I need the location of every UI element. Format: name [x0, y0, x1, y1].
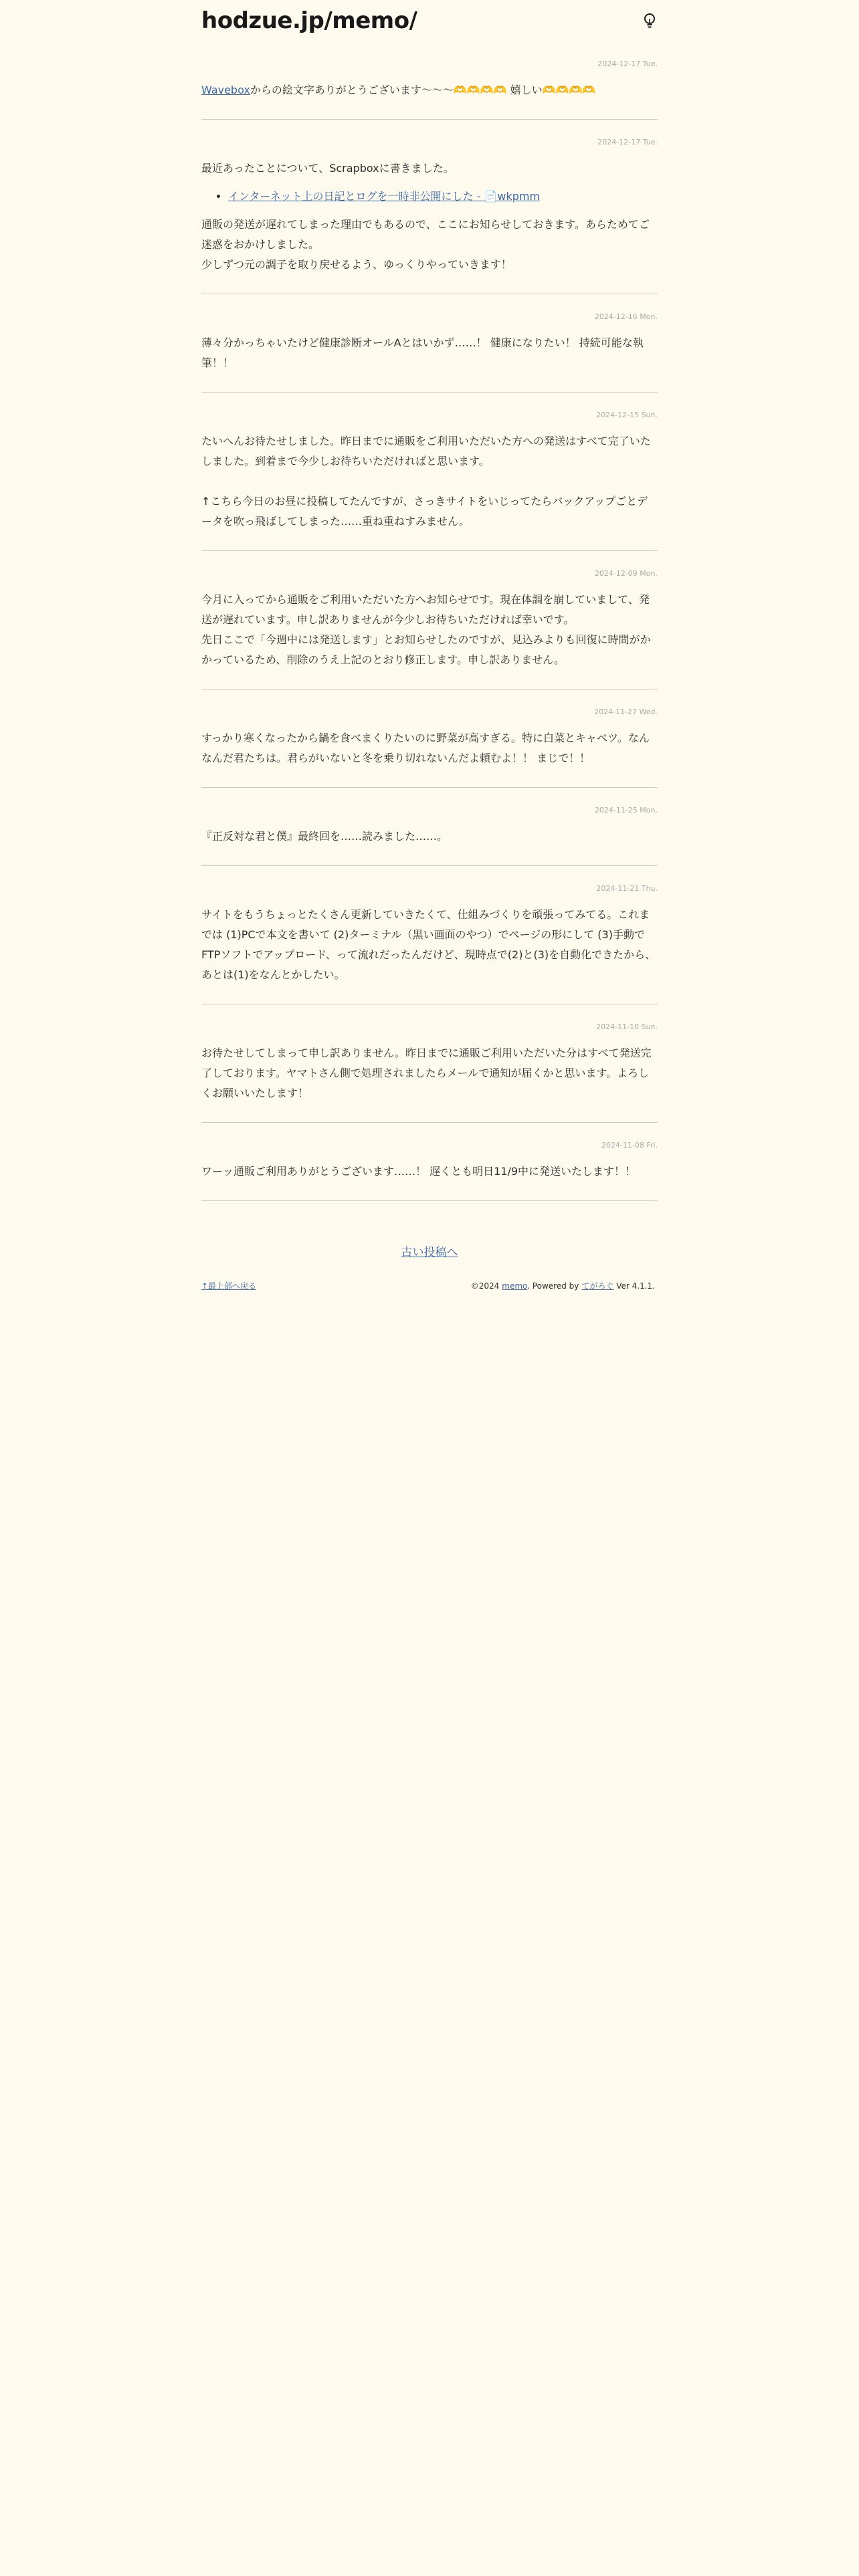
- post-item: [201, 689, 658, 788]
- post-date: 2024-12-17 Tue.: [597, 138, 658, 146]
- lightbulb-icon: [643, 13, 656, 29]
- post-date: 2024-11-08 Fri.: [601, 1141, 658, 1150]
- tegalog-link[interactable]: てがろぐ: [581, 1281, 614, 1291]
- post-text: すっかり寒くなったから鍋を食べまくりたいのに野菜が高すぎる。特に白菜とキャベツ。なんなんだ君たちは。君らがいないと冬を乗り切れないんだよ頼むよ！！ まじで！！: [201, 732, 650, 764]
- post-line: 先日ここで「今週中には発送します」とお知らせしたのですが、見込みよりも回復に時間がかかっているため、削除のうえ上記のとおり修正します。申し訳ありません。: [201, 633, 651, 666]
- footer-credits: [471, 1279, 658, 1293]
- post-text: [201, 590, 658, 670]
- post-line: 今月に入ってから通販をご利用いただいた方へお知らせです。現在体調を崩していまして、発送が遅れています。申し訳ありませんが今少しお待ちいただければ幸いです。: [201, 593, 650, 626]
- post-body: [201, 1162, 658, 1182]
- post-text-span: からの絵文字ありがとうございます〜〜〜🫶🫶🫶🫶 嬉しい🫶🫶🫶🫶: [250, 84, 596, 96]
- post-body: [201, 905, 658, 985]
- site-footer: [201, 1279, 658, 1293]
- post-date: 2024-12-17 Tue.: [597, 60, 658, 68]
- post-body: [201, 1043, 658, 1103]
- post-item: [201, 788, 658, 866]
- version-text: Ver 4.1.1.: [616, 1281, 655, 1291]
- post-text: 『正反対な君と僕』最終回を……読みました……。: [201, 830, 448, 843]
- post-item: [201, 294, 658, 393]
- copyright-text: ©2024: [470, 1281, 500, 1291]
- post-text: サイトをもうちょっとたくさん更新していきたくて、仕組みづくりを頑張ってみてる。これまでは (1)PCで本文を書いて (2)ターミナル（黒い画面のやつ）でページの形にして (3)手動でFTPソフトでアップロード、って流れだったんだけど、現時点で(2)と(3)を自動化できたから、あとは(1)をなんとかしたい。: [201, 908, 656, 981]
- post-text: [201, 215, 658, 275]
- post-link-list: [201, 187, 658, 207]
- post-item: [201, 551, 658, 689]
- post-body: [201, 333, 658, 373]
- post-text: お待たせしてしまって申し訳ありません。昨日までに通販ご利用いただいた分はすべて発送完了しております。ヤマトさん側で処理されましたらメールで通知が届くかと思います。よろしくお願いいたします！: [201, 1047, 652, 1099]
- post-body: [201, 431, 658, 532]
- site-title[interactable]: hodzue.jp/memo/: [201, 7, 417, 34]
- post-date: 2024-12-16 Mon.: [594, 312, 658, 321]
- post-text: ワーッ通販ご利用ありがとうございます……！ 遅くとも明日11/9中に発送いたします！！: [201, 1165, 636, 1178]
- post-date: 2024-11-10 Sun.: [596, 1023, 658, 1031]
- theme-toggle-button[interactable]: [642, 11, 658, 30]
- powered-by-text: . Powered by: [527, 1281, 579, 1291]
- site-header: [201, 0, 658, 41]
- post-text: 最近あったことについて、Scrapboxに書きました。: [201, 162, 454, 175]
- post-date: 2024-12-09 Mon.: [594, 569, 658, 578]
- post-item: [201, 120, 658, 294]
- post-item: [201, 1004, 658, 1123]
- post-text: [201, 80, 658, 100]
- post-text: 薄々分かっちゃいたけど健康診断オールAとはいかず……！ 健康になりたい！ 持続可能な執筆！！: [201, 336, 644, 369]
- back-to-top-link[interactable]: ↑最上部へ戻る: [201, 1281, 257, 1291]
- pagination: [201, 1201, 658, 1279]
- post-date: 2024-11-21 Thu.: [596, 884, 658, 893]
- post-item: [201, 41, 658, 120]
- post-line: 通販の発送が遅れてしまった理由でもあるので、ここにお知らせしておきます。あらためてご迷惑をおかけしました。: [201, 218, 650, 251]
- scrapbox-link[interactable]: インターネット上の日記とログを一時非公開にした - 📄wkpmm: [228, 190, 541, 203]
- post-body: [201, 728, 658, 768]
- older-posts-link[interactable]: 古い投稿へ: [401, 1246, 458, 1259]
- post-text: たいへんお待たせしました。昨日までに通販をご利用いただいた方への発送はすべて完了いたしました。到着まで今少しお待ちいただければと思います。: [201, 435, 651, 467]
- post-line: 少しずつ元の調子を取り戻せるよう、ゆっくりやっていきます！: [201, 258, 512, 271]
- post-item: [201, 1123, 658, 1201]
- post-body: [201, 80, 658, 100]
- list-item: [228, 187, 658, 207]
- post-body: [201, 827, 658, 847]
- post-body: [201, 158, 658, 275]
- post-item: [201, 866, 658, 1004]
- post-date: 2024-12-15 Sun.: [596, 411, 658, 419]
- post-item: [201, 393, 658, 551]
- post-date: 2024-11-25 Mon.: [594, 806, 658, 815]
- wavebox-link[interactable]: Wavebox: [201, 84, 250, 96]
- memo-link[interactable]: memo: [502, 1281, 528, 1291]
- page-container: [201, 0, 658, 1293]
- post-text: ↑こちら今日のお昼に投稿してたんですが、さっきサイトをいじってたらバックアップごとデータを吹っ飛ばしてしまった……重ね重ねすみません。: [201, 495, 648, 528]
- post-body: [201, 590, 658, 670]
- post-date: 2024-11-27 Wed.: [594, 708, 658, 716]
